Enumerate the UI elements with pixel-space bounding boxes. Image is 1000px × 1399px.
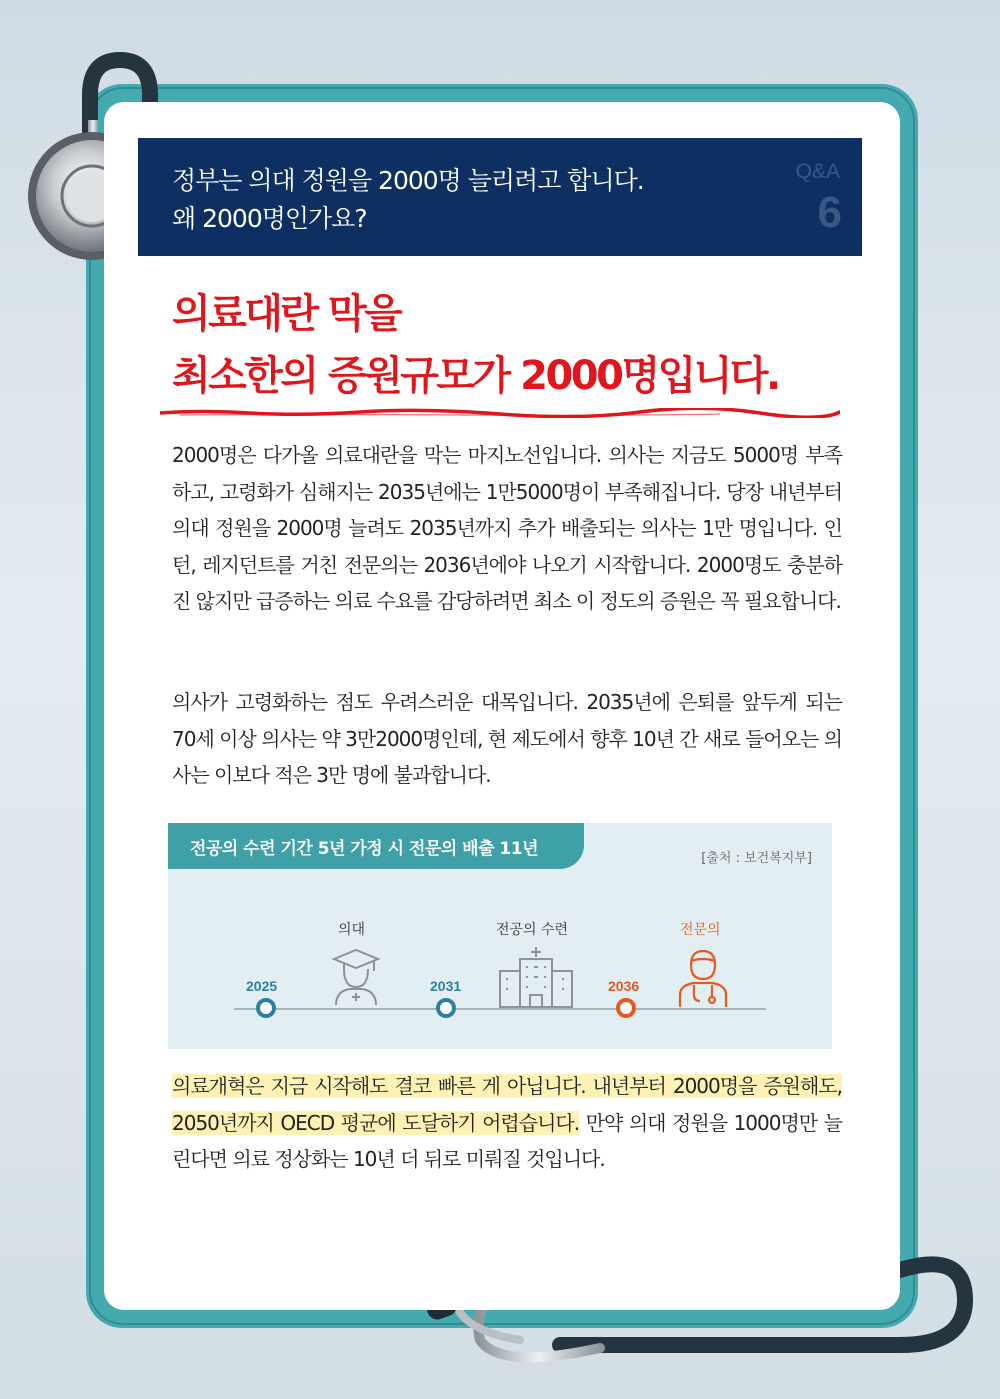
timeline-stage-1: 의대: [338, 922, 366, 938]
timeline-year-2036: 2036: [608, 978, 640, 994]
timeline-year-2031: 2031: [430, 978, 462, 994]
timeline-stage-2: 전공의 수련: [496, 922, 569, 938]
red-brush-underline: [160, 408, 840, 418]
timeline-title: 전공의 수련 기간 5년 가정 시 전문의 배출 11년: [190, 839, 539, 859]
headline-line-1: 의료대란 막을: [172, 291, 401, 337]
timeline-source: [출처 : 보건복지부]: [701, 851, 812, 866]
question-line-2: 왜 2000명인가요?: [172, 204, 367, 233]
body-paragraph-3: [172, 1068, 842, 1178]
doctor-icon: [676, 947, 730, 1009]
question-header: [138, 138, 862, 256]
timeline-stage-3: 전문의: [680, 922, 721, 938]
highlighted-text: 의료개혁은 지금 시작해도 결코 빠른 게 아닙니다. 내년부터 2000명을 증원해도, 2050년까지 OECD 평균에 도달하기 어렵습니다.: [172, 1074, 842, 1135]
timeline-dot-2025: [256, 998, 276, 1018]
timeline-title-tag: [168, 823, 584, 869]
graduate-icon: [330, 947, 382, 1007]
timeline-panel: [168, 823, 832, 1049]
paragraph-3-rest: 만약 의대 정원을 1000명만 늘린다면 의료 정상화는 10년 더 뒤로 미뤄질 것입니다.: [172, 1110, 843, 1171]
body-paragraph-1: 2000명은 다가올 의료대란을 막는 마지노선입니다. 의사는 지금도 5000명 부족하고, 고령화가 심해지는 2035년에는 1만5000명이 부족해집니다. 당장 내년부터 의대 정원을 2000명 늘려도 2035년까지 추가 배출되는 의사는 1만 명입니다. 인턴, 레지던트를 거친 전문의는 2036년에야 나오기 시작합니다. 2000명도 충분하진 않지만 급증하는 의료 수요를 감당하려면 최소 이 정도의 증원은 꼭 필요합니다.: [172, 443, 842, 613]
question-line-1: 정부는 의대 정원을 2000명 늘리려고 합니다.: [172, 166, 644, 195]
headline-line-2: 최소한의 증원규모가 2000명입니다.: [172, 353, 779, 399]
timeline-dot-2031: [436, 998, 456, 1018]
hospital-icon: [498, 945, 574, 1009]
qa-number: 6: [817, 188, 842, 237]
timeline-dot-2036: [616, 998, 636, 1018]
body-paragraph-2: 의사가 고령화하는 점도 우려스러운 대목입니다. 2035년에 은퇴를 앞두게 되는 70세 이상 의사는 약 3만2000명인데, 현 제도에서 향후 10년 간 새로 들어오는 의사는 이보다 적은 3만 명에 불과합니다.: [172, 690, 842, 787]
timeline-year-2025: 2025: [246, 978, 278, 994]
qa-label: Q&A: [795, 160, 840, 183]
